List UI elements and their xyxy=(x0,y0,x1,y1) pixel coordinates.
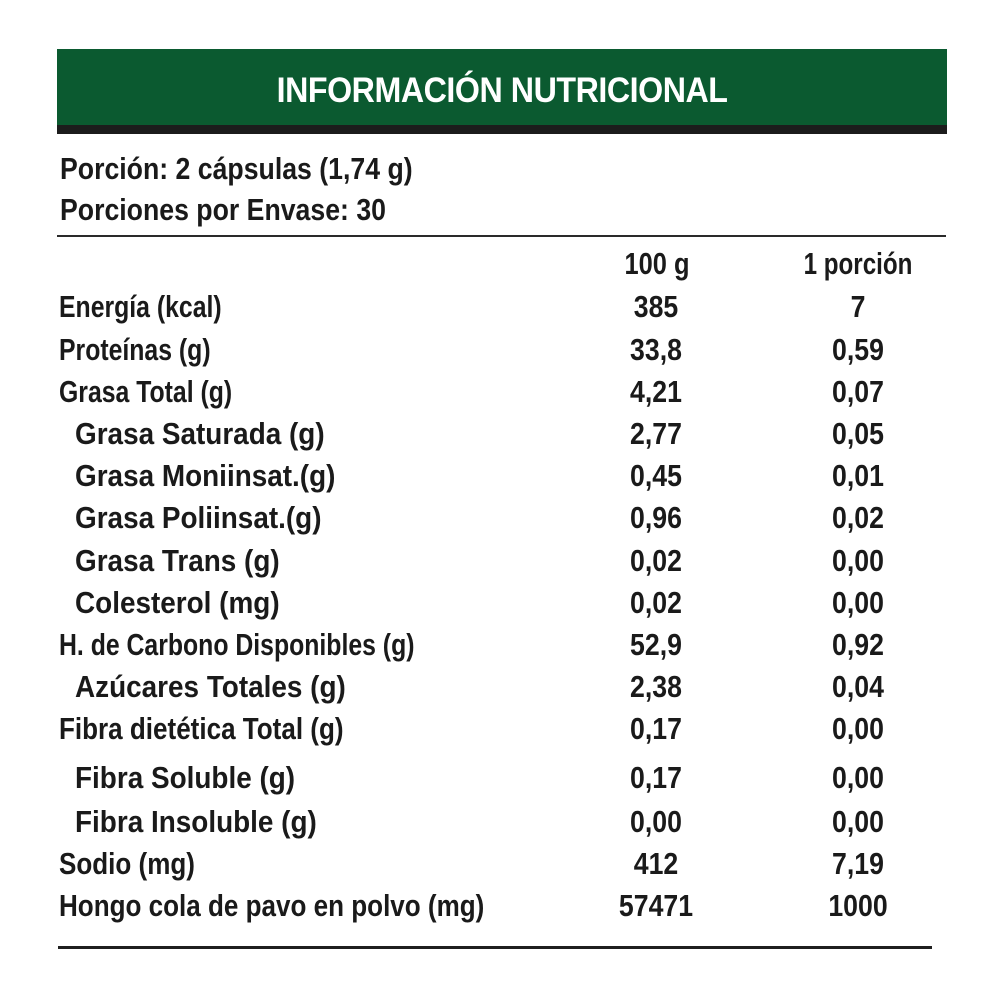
page-title: INFORMACIÓN NUTRICIONAL xyxy=(276,71,728,110)
nutrient-name: Fibra Insoluble (g) xyxy=(75,804,317,839)
value-portion: 0,07 xyxy=(832,374,884,409)
column-header-100g: 100 g xyxy=(624,246,690,281)
value-100g: 2,38 xyxy=(630,669,682,704)
table-row xyxy=(0,708,1000,750)
nutrient-name: Energía (kcal) xyxy=(59,289,222,324)
value-100g: 0,00 xyxy=(630,804,682,839)
nutrient-name: Azúcares Totales (g) xyxy=(75,669,346,704)
value-100g: 0,96 xyxy=(630,500,682,535)
table-row xyxy=(0,801,1000,843)
value-100g: 57471 xyxy=(618,888,694,923)
nutrient-name: H. de Carbono Disponibles (g) xyxy=(59,627,415,662)
value-100g: 412 xyxy=(633,846,679,881)
nutrient-name: Proteínas (g) xyxy=(59,332,211,367)
value-100g: 0,02 xyxy=(630,543,682,578)
nutrient-name: Hongo cola de pavo en polvo (mg) xyxy=(59,888,485,923)
table-row xyxy=(0,371,1000,413)
table-row xyxy=(0,540,1000,582)
value-100g: 0,17 xyxy=(630,711,682,746)
servings-per-container: Porciones por Envase: 30 xyxy=(60,192,386,227)
title-banner xyxy=(57,49,947,125)
nutrient-name: Grasa Moniinsat.(g) xyxy=(75,458,336,493)
table-row xyxy=(0,413,1000,455)
serving-info xyxy=(60,148,413,230)
value-100g: 0,02 xyxy=(630,585,682,620)
column-header-portion: 1 porción xyxy=(803,246,913,281)
value-portion: 1000 xyxy=(828,888,888,923)
table-row xyxy=(0,757,1000,799)
table-row xyxy=(0,624,1000,666)
nutrient-name: Sodio (mg) xyxy=(59,846,195,881)
table-row xyxy=(0,286,1000,328)
value-portion: 0,00 xyxy=(832,585,884,620)
table-row xyxy=(0,455,1000,497)
value-portion: 0,59 xyxy=(832,332,884,367)
serving-size: Porción: 2 cápsulas (1,74 g) xyxy=(60,151,413,186)
nutrient-name: Grasa Poliinsat.(g) xyxy=(75,500,322,535)
value-portion: 0,01 xyxy=(832,458,884,493)
table-row xyxy=(0,329,1000,371)
value-portion: 0,00 xyxy=(832,543,884,578)
nutrient-name: Fibra Soluble (g) xyxy=(75,760,296,795)
nutrient-name: Grasa Trans (g) xyxy=(75,543,280,578)
value-portion: 0,00 xyxy=(832,760,884,795)
table-row xyxy=(0,885,1000,927)
title-banner-underline xyxy=(57,125,947,134)
value-100g: 0,17 xyxy=(630,760,682,795)
value-portion: 0,00 xyxy=(832,804,884,839)
divider-top xyxy=(57,235,946,237)
value-portion: 0,05 xyxy=(832,416,884,451)
value-portion: 0,00 xyxy=(832,711,884,746)
value-100g: 52,9 xyxy=(630,627,682,662)
value-100g: 385 xyxy=(633,289,679,324)
nutrient-name: Fibra dietética Total (g) xyxy=(59,711,344,746)
value-100g: 0,45 xyxy=(630,458,682,493)
value-100g: 4,21 xyxy=(630,374,682,409)
value-100g: 33,8 xyxy=(630,332,682,367)
divider-bottom xyxy=(58,946,932,949)
nutrient-name: Colesterol (mg) xyxy=(75,585,280,620)
value-portion: 0,92 xyxy=(832,627,884,662)
table-row xyxy=(0,497,1000,539)
table-row xyxy=(0,666,1000,708)
value-portion: 7 xyxy=(850,289,866,324)
table-row xyxy=(0,843,1000,885)
value-portion: 7,19 xyxy=(832,846,884,881)
nutrient-name: Grasa Total (g) xyxy=(59,374,233,409)
table-row xyxy=(0,582,1000,624)
value-100g: 2,77 xyxy=(630,416,682,451)
value-portion: 0,04 xyxy=(832,669,884,704)
value-portion: 0,02 xyxy=(832,500,884,535)
nutrient-name: Grasa Saturada (g) xyxy=(75,416,325,451)
